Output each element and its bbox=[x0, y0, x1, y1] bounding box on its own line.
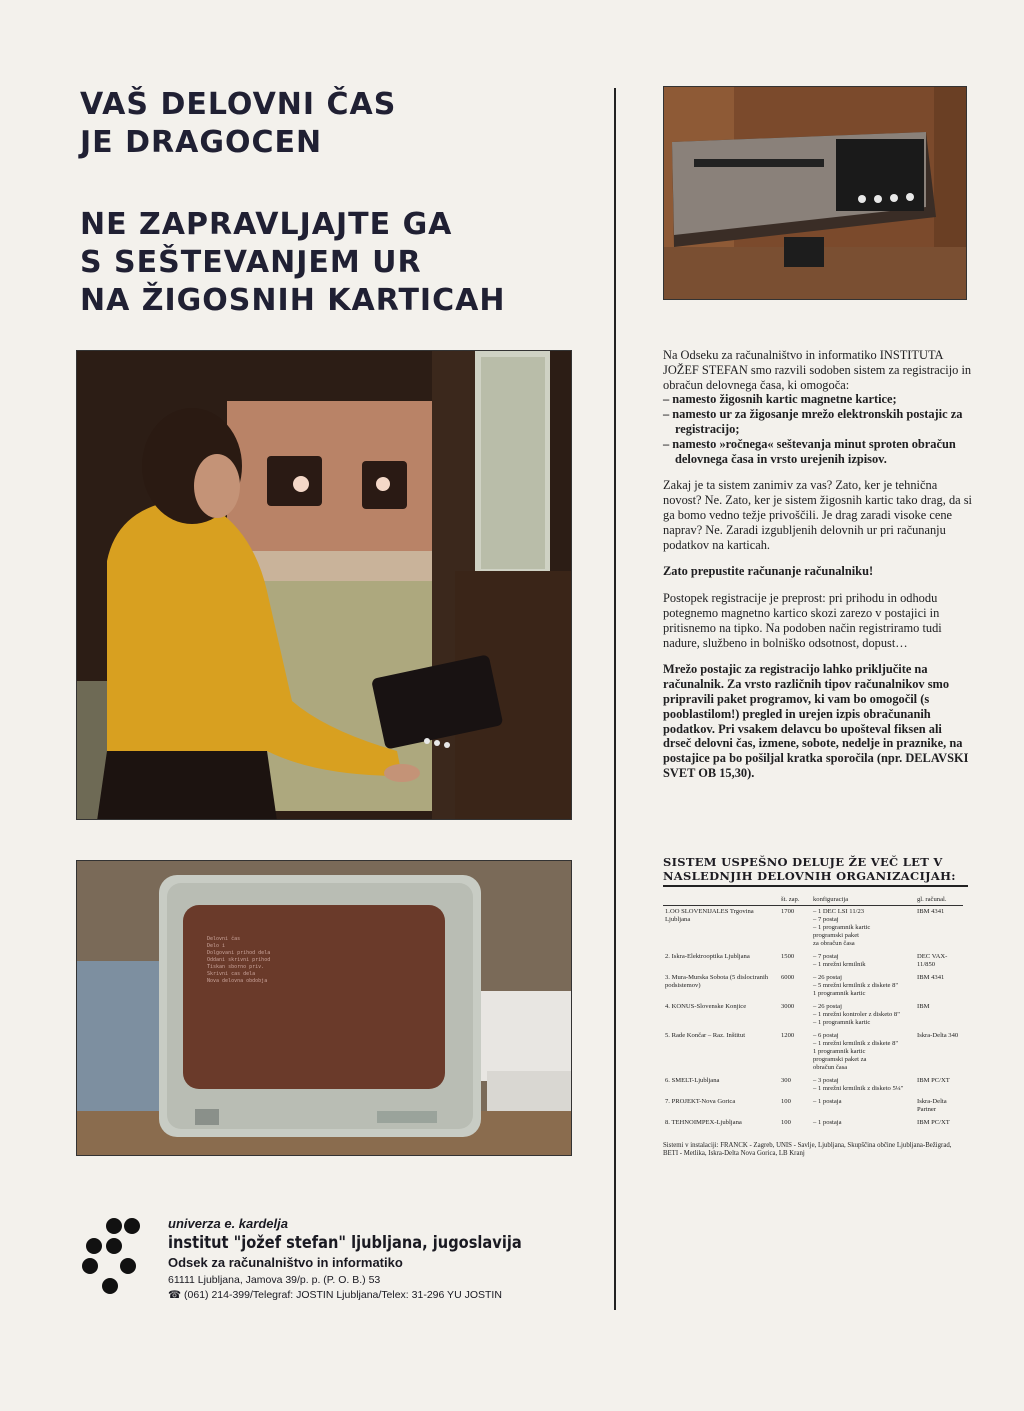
department-name: Odsek za računalništvo in informatiko bbox=[168, 1255, 403, 1270]
photo-terminal-background bbox=[77, 861, 571, 1155]
org-config-cell bbox=[811, 1003, 915, 1032]
config-line: – 6 postaj bbox=[813, 1032, 839, 1039]
institute-block bbox=[168, 1216, 598, 1303]
photo-card-reader-illustration bbox=[664, 87, 966, 299]
photo-card-reader bbox=[663, 86, 967, 300]
org-name-cell: 7. PROJEKT-Nova Gorica bbox=[665, 1098, 736, 1105]
terminal-line: Nova delovna obdobja bbox=[207, 978, 268, 984]
config-line: – 1 mrežni krmilnik z disketo 5¼" bbox=[813, 1085, 904, 1092]
config-line: 1 programnik kartic bbox=[813, 1048, 866, 1055]
org-name-cell: 8. TEHNOIMPEX-Ljubljana bbox=[665, 1119, 742, 1126]
table-row bbox=[663, 1032, 963, 1077]
systems-section bbox=[663, 855, 968, 1158]
institute-logo bbox=[80, 1218, 140, 1298]
contact-text: (061) 214-399/Telegraf: JOSTIN Ljubljana/Telex: 31-296 YU JOSTIN bbox=[184, 1289, 502, 1301]
terminal-line: Dolgovani prihod dela bbox=[207, 950, 271, 956]
config-line: – 1 programnik kartic bbox=[813, 924, 871, 931]
table-row bbox=[663, 1098, 963, 1119]
org-config-cell bbox=[811, 1119, 915, 1132]
leave-to-computer-paragraph: Zato prepustite računanje računalniku! bbox=[663, 564, 874, 579]
terminal-screen-label: Delovni čas bbox=[207, 936, 241, 942]
headline-line-3: NE ZAPRAVLJAJTE GA bbox=[80, 207, 453, 242]
config-line: – 7 postaj bbox=[813, 953, 839, 960]
org-count-cell: 100 bbox=[781, 1119, 791, 1126]
institute-name: institut "jožef stefan" ljubljana, jugoslavija bbox=[168, 1233, 522, 1253]
org-count-cell: 1700 bbox=[779, 906, 811, 954]
university-name: univerza e. kardelja bbox=[168, 1216, 288, 1231]
headline-line-2: JE DRAGOCEN bbox=[80, 125, 323, 160]
installations-footnote: Sistemi v instalaciji: FRANCK - Zagreb, UNIS - Savlje, Ljubljana, Skupščina občine Ljubljana-Bežigrad, BETI - Metlika, Iskra-Delta Nova Gorica, LB Kranj bbox=[663, 1142, 952, 1157]
headline-line-5: NA ŽIGOSNIH KARTICAH bbox=[80, 283, 506, 318]
org-count-cell: 6000 bbox=[781, 974, 795, 981]
terminal-line: Tiskan sborno priv. bbox=[207, 964, 265, 970]
config-line: – 1 mrežni kontroler z disketo 8" bbox=[813, 1011, 900, 1018]
institute-address: 61111 Ljubljana, Jamova 39/p. p. (P. O. B.) 53 bbox=[168, 1274, 381, 1286]
intro-bullet: – namesto »ročnega« seštevanja minut sproten obračun delovnega časa in vrsto urejenih izpisov. bbox=[663, 436, 956, 466]
org-config-cell bbox=[811, 974, 915, 1003]
config-line: – 1 postaja bbox=[813, 1119, 842, 1126]
header-computer: gl. računal. bbox=[915, 895, 963, 906]
headline-block bbox=[80, 86, 505, 320]
org-computer-cell: IBM bbox=[917, 1003, 930, 1010]
org-config-cell bbox=[811, 1077, 915, 1098]
org-name-cell: 5. Rade Končar – Raz. Inštitut bbox=[665, 1032, 746, 1039]
organizations-table bbox=[663, 895, 963, 1132]
column-divider bbox=[614, 88, 616, 1310]
table-row bbox=[663, 906, 963, 954]
org-count-cell: 1500 bbox=[781, 953, 795, 960]
org-computer-cell: IBM PC/XT bbox=[917, 1119, 950, 1126]
config-line: – 26 postaj bbox=[813, 1003, 842, 1010]
table-row bbox=[663, 953, 963, 974]
config-line: obračun časa bbox=[813, 1064, 848, 1071]
article-body bbox=[663, 348, 973, 793]
systems-title-line-2: NASLEDNJIH DELOVNIH ORGANIZACIJAH: bbox=[663, 869, 968, 887]
photo-woman-illustration bbox=[77, 351, 571, 819]
org-name-cell: 6. SMELT-Ljubljana bbox=[665, 1077, 720, 1084]
org-config-cell bbox=[811, 1098, 915, 1119]
org-computer-cell: Iskra-Delta Partner bbox=[917, 1098, 947, 1113]
header-name bbox=[663, 895, 779, 906]
org-name-cell: 2. Iskra-Elektrooptika Ljubljana bbox=[665, 953, 750, 960]
config-line: – 3 postaj bbox=[813, 1077, 839, 1084]
systems-title-line-1: SISTEM USPEŠNO DELUJE ŽE VEČ LET V bbox=[663, 855, 943, 869]
table-row bbox=[663, 974, 963, 1003]
phone-icon: ☎ bbox=[168, 1289, 182, 1301]
network-paragraph: Mrežo postajic za registracijo lahko priključite na računalnik. Za vrsto različnih tipov računalnikov smo pripravili paket programov, ki vam bo omogočil (s pooblastilom!) pregled in urejen izpis obračunanih podatkov. Pri vsakem delavcu bo upošteval fiksen ali drseč delovni čas, izmene, sobote, nedelje in praznike, na postajice pa bo pošiljal kratka sporočila (npr. DELAVSKI SVET OB 15,30). bbox=[663, 662, 969, 780]
config-line: – 1 programnik kartic bbox=[813, 1019, 871, 1026]
procedure-paragraph: Postopek registracije je preprost: pri prihodu in odhodu potegnemo magnetno kartico skozi zarezo v postajici in pritisnemo na tipko. Na podoben način registriramo tudi nadure, službeno in bolniško odsotnost, dopust… bbox=[663, 591, 942, 650]
terminal-screen-text bbox=[207, 936, 427, 985]
config-line: za obračun časa bbox=[813, 940, 855, 947]
headline-line-1: VAŠ DELOVNI ČAS bbox=[80, 87, 397, 122]
org-name-cell: 1.OO SLOVENIJALES Trgovina Ljubljana bbox=[663, 906, 779, 954]
intro-bullet: – namesto ur za žigosanje mrežo elektronskih postajic za registracijo; bbox=[663, 407, 963, 436]
org-count-cell: 1200 bbox=[781, 1032, 795, 1039]
org-config-cell bbox=[811, 1032, 915, 1077]
intro-bullet: – namesto žigosnih kartic magnetne kartice; bbox=[663, 392, 897, 407]
org-computer-cell: DEC VAX-11/850 bbox=[917, 953, 948, 968]
org-count-cell: 300 bbox=[781, 1077, 791, 1084]
table-row bbox=[663, 1003, 963, 1032]
org-computer-cell: IBM 4341 bbox=[917, 974, 945, 981]
config-line: programski paket za bbox=[813, 1056, 867, 1063]
org-count-cell: 100 bbox=[781, 1098, 791, 1105]
org-computer-cell: IBM PC/XT bbox=[917, 1077, 950, 1084]
org-name-cell: 3. Mura-Murska Sobota (5 dislociranih podsistemov) bbox=[665, 974, 769, 989]
config-line: – 26 postaj bbox=[813, 974, 842, 981]
table-row bbox=[663, 1077, 963, 1098]
config-line: – 5 mrežni krmilnik z diskete 8" bbox=[813, 982, 899, 989]
institute-contact bbox=[168, 1288, 598, 1303]
table-row bbox=[663, 1119, 963, 1132]
terminal-line: Oddani skrivni prihod bbox=[207, 957, 271, 963]
photo-woman-registering bbox=[76, 350, 572, 820]
org-computer-cell: Iskra-Delta 340 bbox=[917, 1032, 959, 1039]
org-computer-cell: IBM 4341 bbox=[915, 906, 963, 954]
table-header-row bbox=[663, 895, 963, 906]
photo-terminal bbox=[76, 860, 572, 1156]
header-config: konfiguracija bbox=[811, 895, 915, 906]
intro-paragraph: Na Odseku za računalništvo in informatiko INSTITUTA JOŽEF STEFAN smo razvili sodoben sistem za registracijo in obračun delovnega časa, ki omogoča: bbox=[663, 348, 972, 392]
config-line: programski paket bbox=[813, 932, 859, 939]
headline-line-4: S SEŠTEVANJEM UR bbox=[80, 245, 422, 280]
config-line: – 7 postaj bbox=[813, 916, 839, 923]
header-count: št. zap. bbox=[779, 895, 811, 906]
org-name-cell: 4. KONUS-Slovenske Konjice bbox=[665, 1003, 747, 1010]
config-line: – 1 mrežni krmilnik z diskete 8" bbox=[813, 1040, 899, 1047]
org-count-cell: 3000 bbox=[781, 1003, 795, 1010]
config-line: – 1 DEC LSI 11/23 bbox=[813, 908, 865, 915]
config-line: 1 programnik kartic bbox=[813, 990, 866, 997]
terminal-line: Skrivni cas dela bbox=[207, 971, 256, 977]
org-config-cell bbox=[811, 953, 915, 974]
config-line: – 1 mrežni krmilnik bbox=[813, 961, 866, 968]
terminal-line: Delo i bbox=[207, 943, 226, 949]
organizations-table-body bbox=[663, 906, 963, 1133]
org-config-cell bbox=[811, 906, 915, 954]
why-paragraph: Zakaj je ta sistem zanimiv za vas? Zato, ker je tehnična novost? Ne. Zato, ker je sistem žigosnih kartic tako drag, da si ga bomo vedno težje privoščili. Je drag zaradi visoke cene naprav? Ne. Zaradi izgubljenih delovnih ur pri računanju podatkov na karticah. bbox=[663, 478, 972, 552]
config-line: – 1 postaja bbox=[813, 1098, 842, 1105]
intro-bullet-list bbox=[663, 392, 973, 466]
